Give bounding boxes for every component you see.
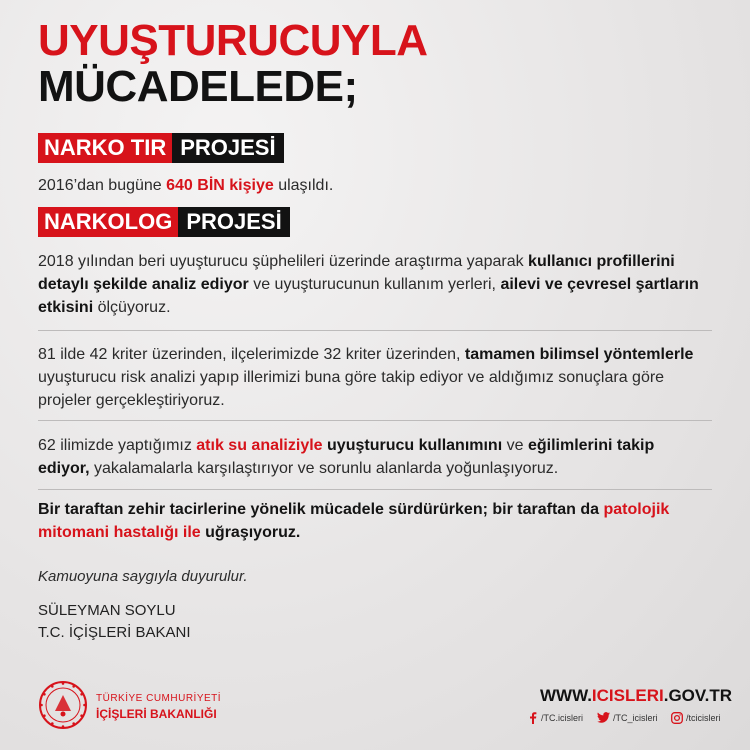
closing-text: Kamuoyuna saygıyla duyurulur. [38,568,248,585]
title-line-2: MÜCADELEDE; [38,62,358,111]
project-label-narkolog [38,207,290,237]
signature-role: T.C. İÇİŞLERİ BAKANI [38,624,191,641]
title-line-1: UYUŞTURUCUYLA [38,16,428,65]
divider [38,330,712,331]
paragraph-mitomani: Bir taraftan zehir tacirlerine yönelik mücadele sürdürürken; bir taraftan da patolojik mitomani hastalığı ile uğraşıyoruz. [38,501,670,541]
paragraph-wastewater: 62 ilimizde yaptığımız atık su analiziyle uyuşturucu kullanımını ve eğilimlerini takip ediyor, yakalamalarla karşılaştırıyor ve sorunlu alanlarda yoğunlaşıyoruz. [38,437,655,477]
social-facebook[interactable]: /TC.icisleri [528,712,583,724]
divider [38,420,712,421]
website-link[interactable]: WWW.ICISLERI.GOV.TR [540,686,733,705]
paragraph-criteria: 81 ilde 42 kriter üzerinden, ilçelerimizde 32 kriter üzerinden, tamamen bilimsel yöntemlerle uyuşturucu risk analizi yapıp illerimizi buna göre takip ediyor ve aldığımız sonuçlara göre projeler gerçekleştiriyoruz. [38,346,694,409]
project-label-narko-tir [38,133,284,163]
project-label-part1: NARKO TIR [38,133,172,163]
twitter-icon [597,712,610,723]
paragraph-narkolog: 2018 yılından beri uyuşturucu şüphelileri üzerinde araştırma yaparak kullanıcı profillerini detaylı şekilde analiz ediyor ve uyuşturucunun kullanım yerleri, ailevi ve çevresel şartların etkisini ölçüyoruz. [38,253,699,316]
social-twitter[interactable]: /TC_icisleri [597,712,658,723]
project-label-part2: PROJESİ [172,133,283,163]
paragraph-narko-tir: 2016’dan bugüne 640 BİN kişiye ulaşıldı. [38,177,334,194]
social-instagram[interactable]: /tcicisleri [671,712,721,724]
signature-name: SÜLEYMAN SOYLU [38,602,176,619]
ministry-name-line2: İÇİŞLERİ BAKANLIĞI [96,707,217,721]
project-label-part2: PROJESİ [178,207,289,237]
divider [38,489,712,490]
facebook-icon [528,712,538,724]
instagram-icon [671,712,683,724]
project-label-part1: NARKOLOG [38,207,178,237]
ministry-name-line1: TÜRKİYE CUMHURİYETİ [96,693,222,704]
ministry-emblem-icon [38,680,88,730]
